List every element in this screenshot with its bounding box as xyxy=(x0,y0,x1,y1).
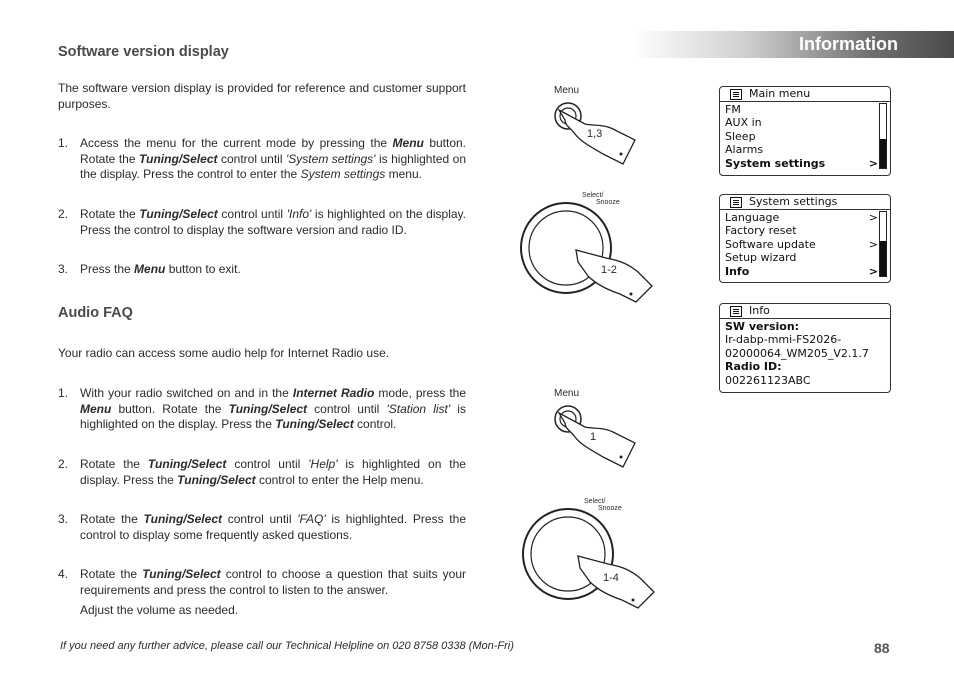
select-label-2b: Snooze xyxy=(598,505,622,512)
step-text-run: control until xyxy=(217,151,287,166)
lcd-title: System settings xyxy=(749,195,838,208)
lcd-menu-row: Setup wizard xyxy=(725,251,797,265)
step-text-run: control. xyxy=(353,417,397,431)
step-text-run: control to choose a question that suits your requirements and press the control to listen to the answer. xyxy=(80,567,466,597)
page-number: 88 xyxy=(874,640,890,656)
menu-button-label-2: Menu xyxy=(554,388,580,399)
chevron-right-icon: > xyxy=(868,237,878,251)
software-version-heading: Software version display xyxy=(58,44,229,60)
lcd-menu-row: Sleep xyxy=(725,129,756,143)
lcd-title: Main menu xyxy=(749,87,811,100)
lcd-menu-row: 02000064_WM205_V2.1.7 xyxy=(725,346,869,360)
step-text-run: control until xyxy=(226,457,309,471)
step-text-run: Menu xyxy=(392,136,424,150)
step-text-run: Tuning/Select xyxy=(147,457,227,471)
audio-faq-intro: Your radio can access some audio help for Internet Radio use. xyxy=(58,346,390,360)
step-number: 3. xyxy=(58,262,69,276)
step-label-d: 1-4 xyxy=(603,572,619,584)
lcd-menu-row: Alarms xyxy=(725,143,764,157)
lcd-header xyxy=(720,87,890,102)
step-text xyxy=(80,262,466,278)
step-number: 2. xyxy=(58,207,69,221)
section-header-bar xyxy=(632,31,954,58)
helpline-footer: If you need any further advice, please call our Technical Helpline on 020 8758 0338 (Mon-Fri) xyxy=(60,640,514,652)
menu-list-icon xyxy=(730,306,742,317)
step-text-run: 'Info' xyxy=(286,207,312,221)
lcd-menu-row: Ir-dabp-mmi-FS2026- xyxy=(725,333,842,347)
step-text-run: is highlighted on the display. Press the control to enter the xyxy=(80,151,466,181)
menu-list-icon xyxy=(730,89,742,100)
step-text-run: Press the xyxy=(80,262,135,276)
step-text-run: 'FAQ' xyxy=(297,512,326,526)
step-text-run: menu. xyxy=(385,167,422,181)
lcd-system-settings xyxy=(719,194,891,283)
step-text-run: control until xyxy=(222,512,298,526)
step-text xyxy=(80,512,466,543)
lcd-menu-row: Info > xyxy=(725,264,878,278)
menu-button-label: Menu xyxy=(554,85,580,96)
select-dial-illustration-2 xyxy=(522,508,657,612)
step-text-run: Tuning/Select xyxy=(228,401,308,416)
step-label-c: 1 xyxy=(590,431,597,443)
audio-faq-heading: Audio FAQ xyxy=(58,305,133,321)
lcd-menu-row: AUX in xyxy=(725,116,762,130)
software-version-intro: The software version display is provided for reference and customer support purposes. xyxy=(58,81,466,111)
lcd-menu-row: Radio ID: xyxy=(725,360,782,374)
lcd-menu-row: Factory reset xyxy=(725,224,797,238)
step-text xyxy=(80,136,466,183)
step-text-run: Rotate the xyxy=(80,457,148,471)
step-text-run: is highlighted on the display. Press the control to display the software version and radio ID. xyxy=(80,207,466,237)
step-number: 3. xyxy=(58,512,69,526)
step-text-run: mode, press the xyxy=(374,386,466,400)
lcd-menu-row: System settings > xyxy=(725,156,878,170)
step-text xyxy=(80,386,466,433)
finger-press-icon xyxy=(559,413,635,467)
select-dial-illustration-1 xyxy=(520,202,655,304)
step-text-run: button. Rotate the xyxy=(80,136,467,166)
step-text-run: Internet Radio xyxy=(292,386,375,400)
lcd-menu-row: SW version: xyxy=(725,320,800,333)
lcd-header xyxy=(720,304,890,319)
select-label-2: Snooze xyxy=(596,199,620,206)
step-text-run: button. Rotate the xyxy=(111,401,229,416)
step-text-run: 'Station list' xyxy=(386,401,451,416)
step-text-run: System settings xyxy=(300,167,386,181)
step-text-run: control to enter the Help menu. xyxy=(255,472,424,487)
step-text-run: 'Help' xyxy=(308,457,338,471)
lcd-main-menu xyxy=(719,86,891,176)
step-text-run: Rotate the xyxy=(80,207,140,221)
step-text-run: Tuning/Select xyxy=(275,417,354,431)
step-text-run: Menu xyxy=(80,401,112,416)
step-label-a: 1,3 xyxy=(587,128,603,140)
section-header-title: Information xyxy=(799,34,898,54)
menu-list-icon xyxy=(730,197,742,208)
step-text-run: control until xyxy=(307,401,387,416)
step-number: 1. xyxy=(58,386,69,400)
step-label-b: 1-2 xyxy=(601,264,617,276)
step-number: 1. xyxy=(58,136,69,150)
lcd-info xyxy=(719,303,891,393)
step-text-run: is highlighted on the display. Press the xyxy=(80,457,466,487)
step-text xyxy=(80,567,466,598)
step-text-run: Tuning/Select xyxy=(143,512,222,526)
step-text-run: is highlighted on the display. Press the xyxy=(80,401,466,431)
lcd-menu-row: Software update > xyxy=(725,237,878,251)
step-text-run: button to exit. xyxy=(165,262,241,276)
select-label-1: Select/ xyxy=(582,192,604,199)
lcd-menu-row: FM xyxy=(725,103,741,116)
step-number: 4. xyxy=(58,567,69,581)
adjust-volume-note: Adjust the volume as needed. xyxy=(80,603,239,617)
step-number: 2. xyxy=(58,457,69,471)
lcd-scrollbar xyxy=(879,103,887,169)
select-label-1b: Select/ xyxy=(584,498,606,505)
lcd-title: Info xyxy=(749,304,770,317)
step-text-run: Rotate the xyxy=(80,567,143,581)
chevron-right-icon: > xyxy=(868,264,878,278)
chevron-right-icon: > xyxy=(868,156,878,170)
chevron-right-icon: > xyxy=(868,211,878,224)
lcd-header xyxy=(720,195,890,210)
step-text-run: 'System settings' xyxy=(286,151,376,166)
step-text-run: Tuning/Select xyxy=(139,207,218,221)
step-text-run: Rotate the xyxy=(80,512,144,526)
lcd-menu-row: Language > xyxy=(725,211,878,224)
lcd-scrollbar xyxy=(879,211,887,277)
step-text-run: control until xyxy=(217,207,287,221)
step-text-run: Tuning/Select xyxy=(139,151,218,166)
finger-press-icon xyxy=(576,250,652,302)
step-text-run: Tuning/Select xyxy=(142,567,221,581)
step-text-run: Menu xyxy=(134,262,166,276)
lcd-menu-row: 002261123ABC xyxy=(725,373,811,387)
step-text-run: Access the menu for the current mode by pressing the xyxy=(80,136,393,150)
step-text xyxy=(80,207,466,238)
step-text-run: is highlighted. Press the control to display some frequently asked questions. xyxy=(80,512,466,542)
step-text-run: With your radio switched on and in the xyxy=(80,386,293,400)
step-text-run: Tuning/Select xyxy=(177,472,256,487)
step-text xyxy=(80,457,466,488)
